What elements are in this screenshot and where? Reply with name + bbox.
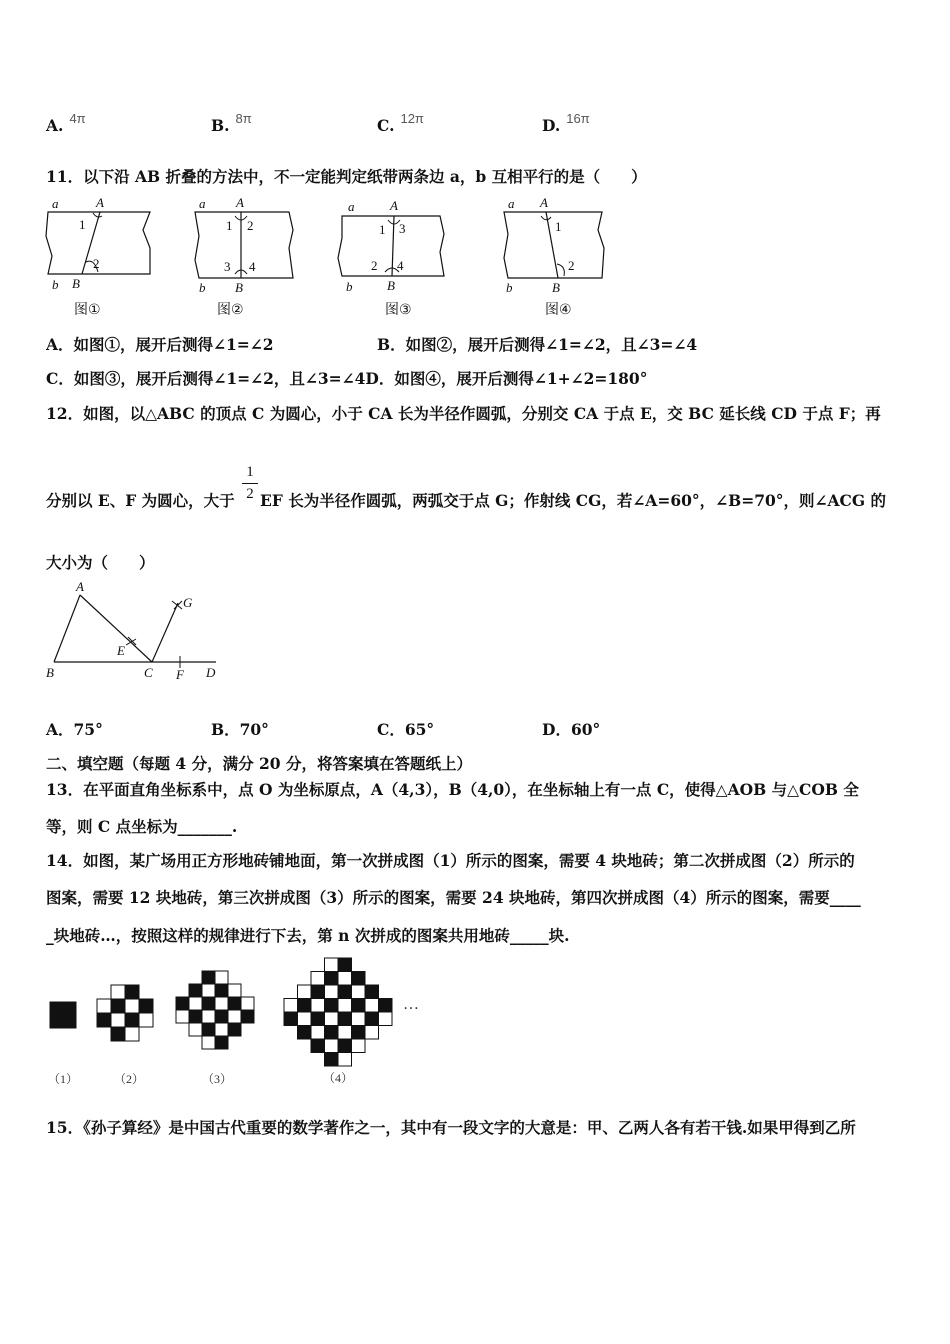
- fig1-label-A: A: [96, 195, 104, 210]
- q14-line2: 图案，需要 12 块地砖，第三次拼成图（3）所示的图案，需要 24 块地砖，第四次拼成图（4）所示的图案，需要____: [46, 888, 861, 907]
- q11-option-a[interactable]: A．如图①，展开后测得∠1=∠2: [46, 335, 274, 354]
- fig3-label-4: 4: [397, 258, 404, 273]
- tile: [325, 1026, 339, 1040]
- q11-figure-4: [500, 196, 615, 306]
- q12-line1: 12．如图，以△ABC 的顶点 C 为圆心，小于 CA 长为半径作圆弧，分别交 CA 于点 E，交 BC 延长线 CD 于点 F；再: [46, 404, 881, 423]
- tile: [325, 958, 339, 972]
- tile: [202, 984, 215, 997]
- tile: [215, 971, 228, 984]
- tile: [50, 1015, 63, 1028]
- q12-label-F: F: [176, 667, 184, 682]
- section-fill-in-heading: 二、填空题（每题 4 分，满分 20 分，将答案填在答题纸上）: [46, 754, 472, 773]
- tile: [228, 1023, 241, 1036]
- q12-option-c[interactable]: C．65°: [377, 720, 435, 739]
- tile: [97, 1013, 111, 1027]
- tile: [215, 997, 228, 1010]
- fig2-label-A: A: [236, 195, 244, 210]
- tile: [338, 985, 352, 999]
- q12-option-d[interactable]: D．60°: [542, 720, 601, 739]
- q11-option-b[interactable]: B．如图②，展开后测得∠1=∠2，且∠3=∠4: [377, 335, 698, 354]
- tile: [352, 999, 366, 1013]
- tile: [365, 1012, 379, 1026]
- q12-figure: [40, 575, 230, 690]
- tile: [325, 999, 339, 1013]
- tile: [338, 1053, 352, 1067]
- tile: [352, 1012, 366, 1026]
- q14-caption-4: （4）: [323, 1071, 354, 1085]
- tile: [125, 1013, 139, 1027]
- tile: [284, 999, 298, 1013]
- tile: [228, 997, 241, 1010]
- tile: [298, 985, 312, 999]
- tile: [215, 1036, 228, 1049]
- fig4-label-1: 1: [555, 219, 562, 234]
- tile: [215, 984, 228, 997]
- tile: [338, 1039, 352, 1053]
- fig3-label-B: B: [387, 278, 395, 293]
- tile: [338, 958, 352, 972]
- fig2-label-2: 2: [247, 218, 254, 233]
- tile: [352, 1039, 366, 1053]
- tile: [311, 972, 325, 986]
- tile: [338, 1012, 352, 1026]
- tile: [111, 985, 125, 999]
- q11-fig4-caption: 图④: [545, 302, 572, 318]
- q12-line2-post: EF 长为半径作圆弧，两弧交于点 G；作射线 CG，若∠A=60°，∠B=70°，则∠ACG 的: [260, 491, 887, 510]
- tile: [176, 997, 189, 1010]
- tile: [241, 997, 254, 1010]
- q10-option-b[interactable]: B. $^{8\pi}$: [211, 111, 252, 135]
- q14-caption-3: （3）: [202, 1072, 233, 1086]
- tile: [325, 985, 339, 999]
- fig3-label-1: 1: [379, 222, 386, 237]
- q12-label-B: B: [46, 665, 54, 680]
- tile: [189, 1010, 202, 1023]
- tile: [228, 984, 241, 997]
- tile: [202, 997, 215, 1010]
- q12-fraction: [242, 464, 258, 503]
- tile: [63, 1002, 76, 1015]
- fig3-label-3: 3: [399, 221, 406, 236]
- q12-label-G: G: [183, 595, 193, 610]
- tile: [379, 999, 393, 1013]
- tile: [325, 972, 339, 986]
- tile: [189, 1023, 202, 1036]
- tile: [325, 1039, 339, 1053]
- tile: [311, 1026, 325, 1040]
- q12-line2-pre: 分别以 E、F 为圆心，大于: [46, 491, 235, 510]
- q10-option-d[interactable]: D. $^{16\pi}$: [542, 111, 590, 135]
- tile: [125, 985, 139, 999]
- tile: [365, 985, 379, 999]
- q10-option-b-value: 8π: [235, 111, 252, 126]
- tile: [311, 1039, 325, 1053]
- q12-option-a[interactable]: A．75°: [46, 720, 103, 739]
- fig1-label-B: B: [72, 276, 80, 291]
- fig4-label-a: a: [508, 196, 515, 211]
- tile: [125, 999, 139, 1013]
- fig3-label-b: b: [346, 279, 353, 294]
- fig4-label-B: B: [552, 280, 560, 295]
- tile: [202, 971, 215, 984]
- q12-fraction-numerator: 1: [246, 464, 254, 480]
- tile: [338, 999, 352, 1013]
- q14-tile-pattern-3: [175, 970, 255, 1050]
- fig4-label-A: A: [540, 195, 548, 210]
- tile: [111, 1013, 125, 1027]
- fig1-label-a: a: [52, 196, 59, 211]
- tile: [298, 1026, 312, 1040]
- tile: [63, 1015, 76, 1028]
- q11-figure-3: [336, 196, 451, 306]
- tile: [111, 999, 125, 1013]
- fig2-label-a: a: [199, 196, 206, 211]
- tile: [125, 1027, 139, 1041]
- fig4-label-b: b: [506, 280, 513, 295]
- tile: [202, 1036, 215, 1049]
- q14-ellipsis: …: [403, 996, 419, 1013]
- tile: [228, 1010, 241, 1023]
- fig1-label-b: b: [52, 277, 59, 292]
- tile: [139, 999, 153, 1013]
- fig3-label-2: 2: [371, 258, 378, 273]
- tile: [352, 985, 366, 999]
- tile: [325, 1053, 339, 1067]
- q14-caption-1: （1）: [48, 1072, 79, 1086]
- q12-label-D: D: [206, 665, 216, 680]
- tile: [325, 1012, 339, 1026]
- q12-label-C: C: [144, 665, 153, 680]
- fig2-label-4: 4: [249, 259, 256, 274]
- q11-fig3-caption: 图③: [385, 302, 412, 318]
- tile: [379, 1012, 393, 1026]
- tile: [97, 999, 111, 1013]
- q12-fraction-denominator: 2: [246, 486, 254, 502]
- q11-stem: 11．以下沿 AB 折叠的方法中，不一定能判定纸带两条边 a，b 互相平行的是（ ）: [46, 167, 647, 186]
- q11-fig1-caption: 图①: [74, 302, 101, 318]
- tile: [215, 1023, 228, 1036]
- tile: [365, 1026, 379, 1040]
- fig2-label-1: 1: [226, 218, 233, 233]
- fig2-label-B: B: [235, 280, 243, 295]
- fig3-label-a: a: [348, 199, 355, 214]
- q12-label-A: A: [76, 579, 84, 594]
- tile: [298, 999, 312, 1013]
- fig1-label-2: 2: [93, 256, 100, 271]
- tile: [241, 1010, 254, 1023]
- tile: [338, 972, 352, 986]
- tile: [139, 1013, 153, 1027]
- tile: [352, 1026, 366, 1040]
- q11-fig2-caption: 图②: [217, 302, 244, 318]
- q10-option-c-value: 12π: [400, 111, 424, 126]
- tile: [298, 1012, 312, 1026]
- q14-line1: 14．如图，某广场用正方形地砖铺地面，第一次拼成图（1）所示的图案，需要 4 块地砖；第二次拼成图（2）所示的: [46, 851, 855, 870]
- q11-option-cd[interactable]: C．如图③，展开后测得∠1=∠2，且∠3=∠4D．如图④，展开后测得∠1+∠2=180°: [46, 369, 648, 388]
- q14-tile-pattern-2: [96, 984, 154, 1042]
- fig4-label-2: 2: [568, 258, 575, 273]
- tile: [365, 999, 379, 1013]
- q15-line1: 15．《孙子算经》是中国古代重要的数学著作之一，其中有一段文字的大意是：甲、乙两人各有若干钱.如果甲得到乙所: [46, 1118, 856, 1137]
- q14-tile-pattern-4: [283, 957, 393, 1067]
- tile: [176, 1010, 189, 1023]
- q10-option-c[interactable]: C. $^{12\pi}$: [377, 111, 424, 135]
- q12-line3: 大小为（ ）: [46, 553, 155, 572]
- tile: [338, 1026, 352, 1040]
- fig2-label-3: 3: [224, 259, 231, 274]
- tile: [202, 1010, 215, 1023]
- tile: [311, 985, 325, 999]
- fig1-label-1: 1: [79, 217, 86, 232]
- q10-option-d-value: 16π: [566, 111, 590, 126]
- fig3-label-A: A: [390, 198, 398, 213]
- q14-tile-pattern-1: [49, 1001, 77, 1029]
- q14-caption-2: （2）: [114, 1072, 145, 1086]
- fig2-label-b: b: [199, 280, 206, 295]
- tile: [111, 1027, 125, 1041]
- q13-line2: 等，则 C 点坐标为_______.: [46, 817, 238, 836]
- q12-label-E: E: [117, 643, 125, 658]
- q10-option-a[interactable]: A. $^{4\pi}$: [46, 111, 86, 135]
- tile: [189, 984, 202, 997]
- tile: [189, 997, 202, 1010]
- tile: [311, 999, 325, 1013]
- tile: [284, 1012, 298, 1026]
- tile: [202, 1023, 215, 1036]
- q10-option-a-value: 4π: [69, 111, 86, 126]
- q11-figure-1: [44, 196, 159, 306]
- tile: [311, 1012, 325, 1026]
- tile: [215, 1010, 228, 1023]
- tile: [50, 1002, 63, 1015]
- q14-line3: _块地砖…，按照这样的规律进行下去，第 n 次拼成的图案共用地砖_____块.: [46, 926, 570, 945]
- q12-option-b[interactable]: B．70°: [211, 720, 269, 739]
- q11-figure-2: [193, 196, 303, 306]
- q13-line1: 13．在平面直角坐标系中，点 O 为坐标原点，A（4,3），B（4,0），在坐标轴上有一点 C，使得△AOB 与△COB 全: [46, 780, 859, 799]
- tile: [352, 972, 366, 986]
